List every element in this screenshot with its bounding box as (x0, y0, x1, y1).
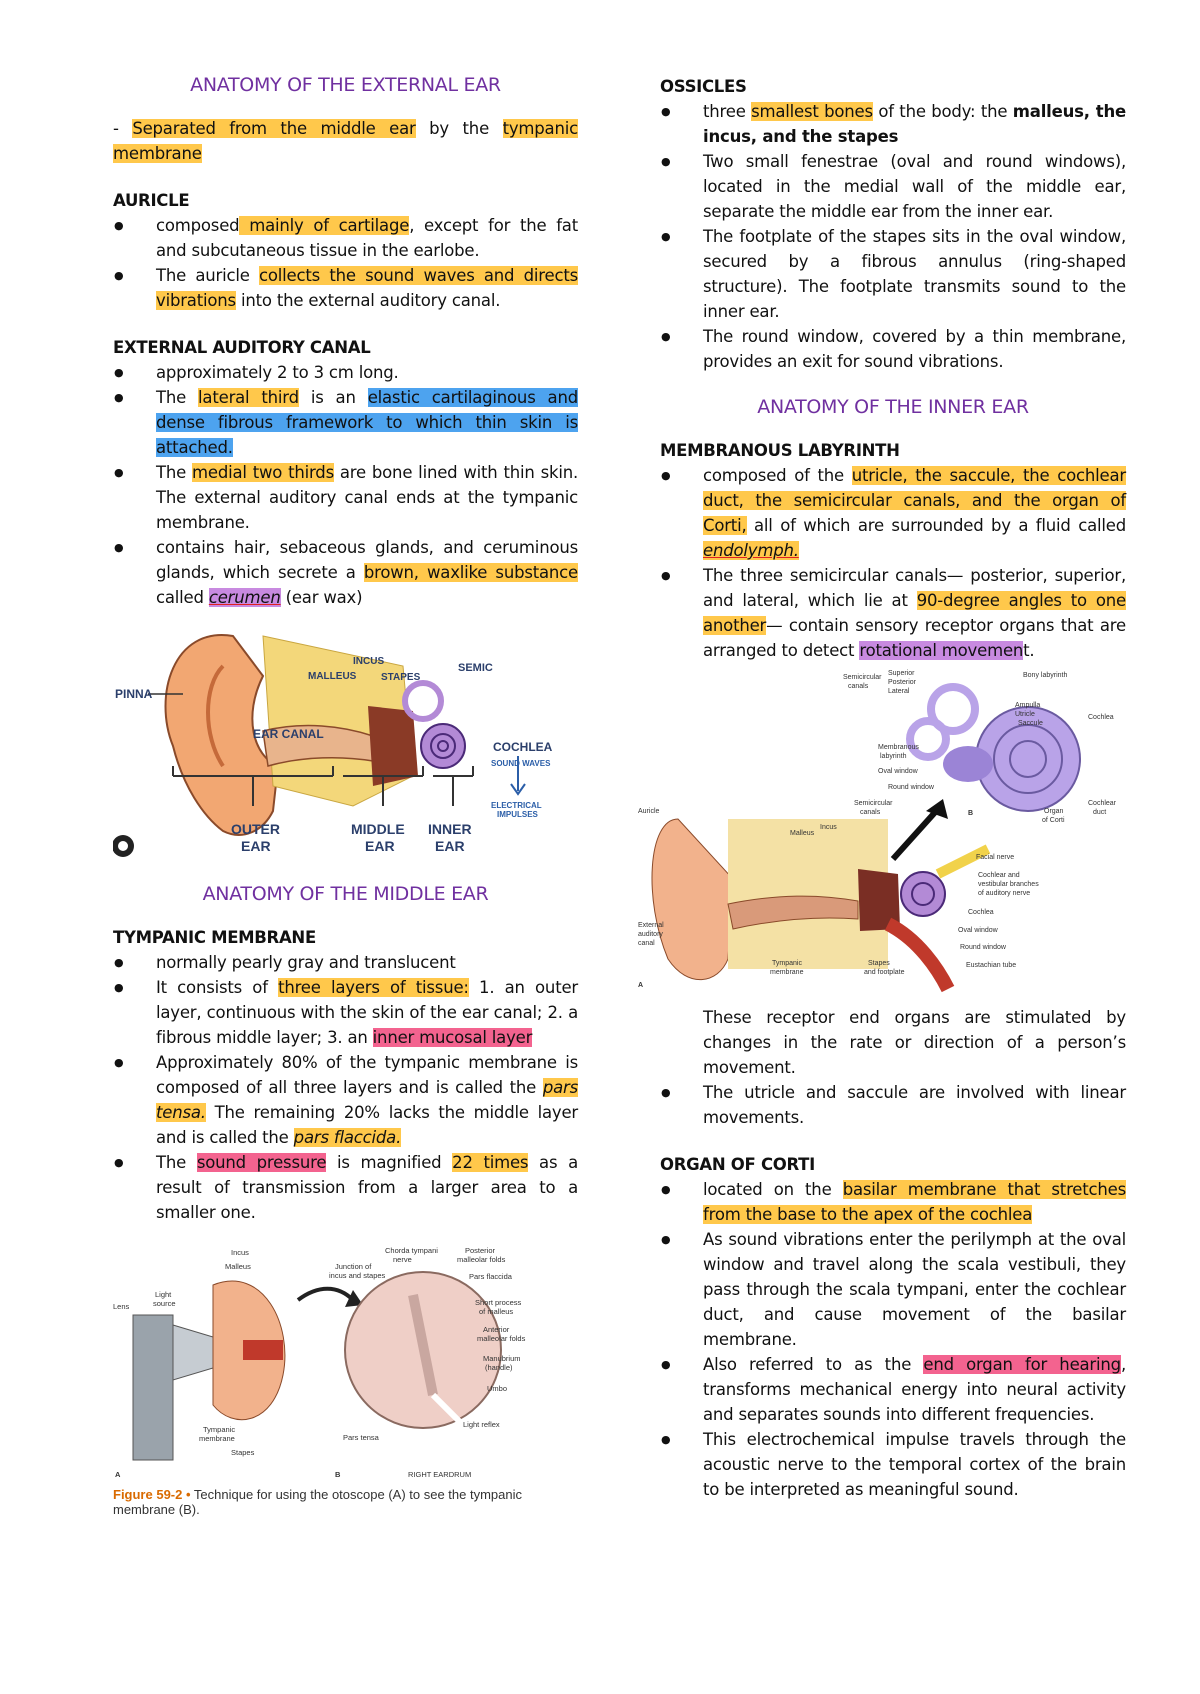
label-membranous: Membranous (878, 744, 919, 751)
label-b: B (968, 810, 974, 817)
label-middle: MIDDLE (351, 821, 405, 837)
label-sound-waves: SOUND WAVES (491, 759, 551, 768)
label-junction-2: incus and stapes (329, 1271, 386, 1280)
label-superior: Superior (888, 670, 915, 677)
middle-ear-title: ANATOMY OF THE MIDDLE EAR (202, 883, 489, 905)
label-outer: OUTER (231, 821, 280, 837)
label-oval-2: Oval window (958, 927, 998, 934)
list-item: ● The sound pressure is magnified 22 times as a result of transmission from a larger area to a smaller one. (113, 1150, 578, 1225)
intro-dash: - (113, 119, 133, 138)
intro-highlight-1: Separated from the middle ear (132, 119, 416, 138)
label-inner-ear: EAR (435, 838, 465, 854)
intro-highlight-2: tympanic membrane (113, 119, 578, 163)
label-inner: INNER (428, 821, 472, 837)
external-ear-title: ANATOMY OF THE EXTERNAL EAR (190, 74, 501, 96)
label-round: Round window (888, 784, 934, 791)
ear-anatomy-svg (113, 616, 583, 871)
auricle-heading: AURICLE (113, 191, 190, 210)
label-outer-ear: EAR (241, 838, 271, 854)
label-cochlea: Cochlea (1088, 714, 1114, 721)
otoscope-caption: Figure 59-2 • Technique for using the otoscope (A) to see the tympanic membrane (B). (113, 1487, 522, 1517)
list-item: These receptor end organs are stimulated by changes in the rate or direction of a person’s movement. (703, 1008, 1126, 1077)
label-anterior-2: malleolar folds (477, 1334, 526, 1343)
label-umbo: Umbo (487, 1384, 508, 1393)
label-membrane: membrane (199, 1434, 235, 1443)
list-item: ● As sound vibrations enter the perilymph at the oval window and travel along the scala vestibuli, they pass through the scala tympani, enter the cochlear duct, and cause movement of the basilar membrane. (660, 1227, 1126, 1352)
corti-list (660, 1177, 1126, 1502)
label-junction: Junction of (335, 1262, 372, 1271)
label-semicircular: Semicircular (843, 674, 882, 681)
label-stapes: Stapes (231, 1448, 255, 1457)
tm-list (113, 950, 578, 1225)
label-semi-canals: Semicircular (854, 800, 893, 807)
label-cochlear-branches: Cochlear and (978, 872, 1020, 879)
label-organ-2: of Corti (1042, 817, 1065, 824)
inner-ear-svg (638, 669, 1128, 999)
label-eustachian: Eustachian tube (966, 962, 1017, 969)
otoscope-svg (113, 1245, 533, 1485)
auricle-list (113, 213, 578, 313)
list-item: ● normally pearly gray and translucent (113, 950, 578, 975)
canal-heading: EXTERNAL AUDITORY CANAL (113, 338, 371, 357)
list-item: ● composed of the utricle, the saccule, the cochlear duct, the semicircular canals, and the organ of Corti, all of which are surrounded by a fluid called endolymph. (660, 463, 1126, 563)
label-utricle: Utricle (1015, 711, 1035, 718)
list-item: ● The three semicircular canals— posterior, superior, and lateral, which lie at 90-degree angles to one another— contain sensory receptor organs that are arranged to detect rotational movement. (660, 563, 1126, 663)
inner-ear-figure (638, 669, 1126, 999)
label-b: B (335, 1470, 341, 1479)
ossicles-list (660, 99, 1126, 374)
list-item: ● The lateral third is an elastic cartilaginous and dense fibrous framework to which thin skin is attached. (113, 385, 578, 460)
label-round-2: Round window (960, 944, 1006, 951)
label-stapes-2: and footplate (864, 969, 905, 976)
left-column (113, 74, 578, 1523)
list-item: ● The footplate of the stapes sits in the oval window, secured by a fibrous annulus (ring-shaped structure). The footplate transmits sound to the inner ear. (660, 224, 1126, 324)
inner-ear-title: ANATOMY OF THE INNER EAR (757, 396, 1029, 418)
right-column (638, 74, 1127, 1502)
external-intro (113, 116, 578, 166)
list-item: ● Two small fenestrae (oval and round windows), located in the medial wall of the middle ear, separate the middle ear from the inner ear. (660, 149, 1126, 224)
list-item: ● approximately 2 to 3 cm long. (113, 360, 578, 385)
canal-list (113, 360, 578, 610)
label-pars-tensa: Pars tensa (343, 1433, 379, 1442)
list-item: ● It consists of three layers of tissue: 1. an outer layer, continuous with the skin of the ear canal; 2. a fibrous middle layer; 3. an inner mucosal layer (113, 975, 578, 1050)
tm-heading: TYMPANIC MEMBRANE (113, 928, 316, 947)
label-stapes: STAPES (381, 672, 421, 683)
ml-heading: MEMBRANOUS LABYRINTH (660, 441, 900, 460)
label-malleus: Malleus (225, 1262, 251, 1271)
list-item: ● The utricle and saccule are involved with linear movements. (660, 1080, 1126, 1130)
label-a: A (115, 1470, 121, 1479)
ear-anatomy-figure (113, 616, 578, 871)
otoscope-figure (113, 1245, 578, 1517)
list-item: ● contains hair, sebaceous glands, and ceruminous glands, which secrete a brown, waxlike substance called cerumen (ear wax) (113, 535, 578, 610)
list-item: ● This electrochemical impulse travels through the acoustic nerve to the temporal cortex of the brain to be interpreted as meaningful sound. (660, 1427, 1126, 1502)
label-bony: Bony labyrinth (1023, 672, 1068, 679)
label-anterior: Anterior (483, 1325, 510, 1334)
label-oval: Oval window (878, 768, 918, 775)
list-item: ● The medial two thirds are bone lined with thin skin. The external auditory canal ends at the tympanic membrane. (113, 460, 578, 535)
label-short-2: of malleus (479, 1307, 514, 1316)
intro-text: by the (415, 119, 503, 138)
label-posterior: Posterior (465, 1246, 496, 1255)
list-item: ● located on the basilar membrane that stretches from the base to the apex of the cochlea (660, 1177, 1126, 1227)
ossicles-heading: OSSICLES (660, 77, 747, 96)
label-ear-canal: EAR CANAL (253, 727, 324, 741)
label-cochlear-branches-2: vestibular branches (978, 881, 1039, 888)
label-semic: SEMIC (458, 662, 493, 674)
list-item: ● Also referred to as the end organ for hearing, transforms mechanical energy into neural activity and separates sounds into different frequencies. (660, 1352, 1126, 1427)
ml-list (660, 463, 1126, 663)
label-malleus: MALLEUS (308, 671, 357, 682)
label-source: source (153, 1299, 176, 1308)
label-cochlea-2: Cochlea (968, 909, 994, 916)
label-posterior: Posterior (888, 679, 917, 686)
label-right-eardrum: RIGHT EARDRUM (408, 1470, 472, 1479)
label-impulses: IMPULSES (497, 810, 538, 819)
label-cochlear-duct: Cochlear (1088, 800, 1117, 807)
corti-heading: ORGAN OF CORTI (660, 1155, 815, 1174)
label-membrane: membrane (770, 969, 804, 976)
label-cochlea: COCHLEA (493, 740, 553, 754)
label-tympanic: Tympanic (203, 1425, 236, 1434)
label-cochlear-duct-2: duct (1093, 809, 1107, 816)
label-semicircular-2: canals (848, 683, 869, 690)
label-malleus: Malleus (790, 830, 815, 837)
label-short: Short process (475, 1298, 522, 1307)
label-a: A (638, 982, 644, 989)
label-membranous-2: labyrinth (880, 753, 907, 760)
label-incus: INCUS (353, 656, 385, 667)
label-light-reflex: Light reflex (463, 1420, 500, 1429)
label-manubrium: Manubrium (483, 1354, 521, 1363)
label-stapes: Stapes (868, 960, 890, 967)
label-lens: Lens (113, 1302, 130, 1311)
label-incus: Incus (820, 824, 837, 831)
label-flaccida: Pars flaccida (469, 1272, 512, 1281)
label-cochlear-branches-3: of auditory nerve (978, 890, 1031, 897)
list-item: ● The round window, covered by a thin membrane, provides an exit for sound vibrations. (660, 324, 1126, 374)
label-lateral: Lateral (888, 688, 910, 695)
list-item: ● three smallest bones of the body: the malleus, the incus, and the stapes (660, 99, 1126, 149)
after-figure-list (660, 1005, 1126, 1130)
label-ampulla: Ampulla (1015, 702, 1041, 709)
label-external: External (638, 922, 664, 929)
label-incus: Incus (231, 1248, 249, 1257)
label-posterior-2: malleolar folds (457, 1255, 506, 1264)
label-canal: canal (638, 940, 655, 947)
label-tympanic: Tympanic (772, 960, 802, 967)
label-light: Light (155, 1290, 172, 1299)
label-chorda-2: nerve (393, 1255, 412, 1264)
label-saccule: Saccule (1018, 720, 1043, 727)
label-auricle: Auricle (638, 808, 660, 815)
label-middle-ear: EAR (365, 838, 395, 854)
label-pinna: PINNA (115, 687, 153, 701)
list-item: ● The auricle collects the sound waves and directs vibrations into the external auditory canal. (113, 263, 578, 313)
label-facial: Facial nerve (976, 854, 1015, 861)
list-item: ● composed mainly of cartilage, except for the fat and subcutaneous tissue in the earlobe. (113, 213, 578, 263)
label-auditory: auditory (638, 931, 663, 938)
label-chorda: Chorda tympani (385, 1246, 438, 1255)
label-electrical: ELECTRICAL (491, 801, 542, 810)
list-item: ● Approximately 80% of the tympanic membrane is composed of all three layers and is called the pars tensa. The remaining 20% lacks the middle layer and is called the pars flaccida. (113, 1050, 578, 1150)
label-manubrium-2: (handle) (485, 1363, 513, 1372)
label-organ: Organ (1044, 808, 1064, 815)
label-semi-canals-2: canals (860, 809, 881, 816)
